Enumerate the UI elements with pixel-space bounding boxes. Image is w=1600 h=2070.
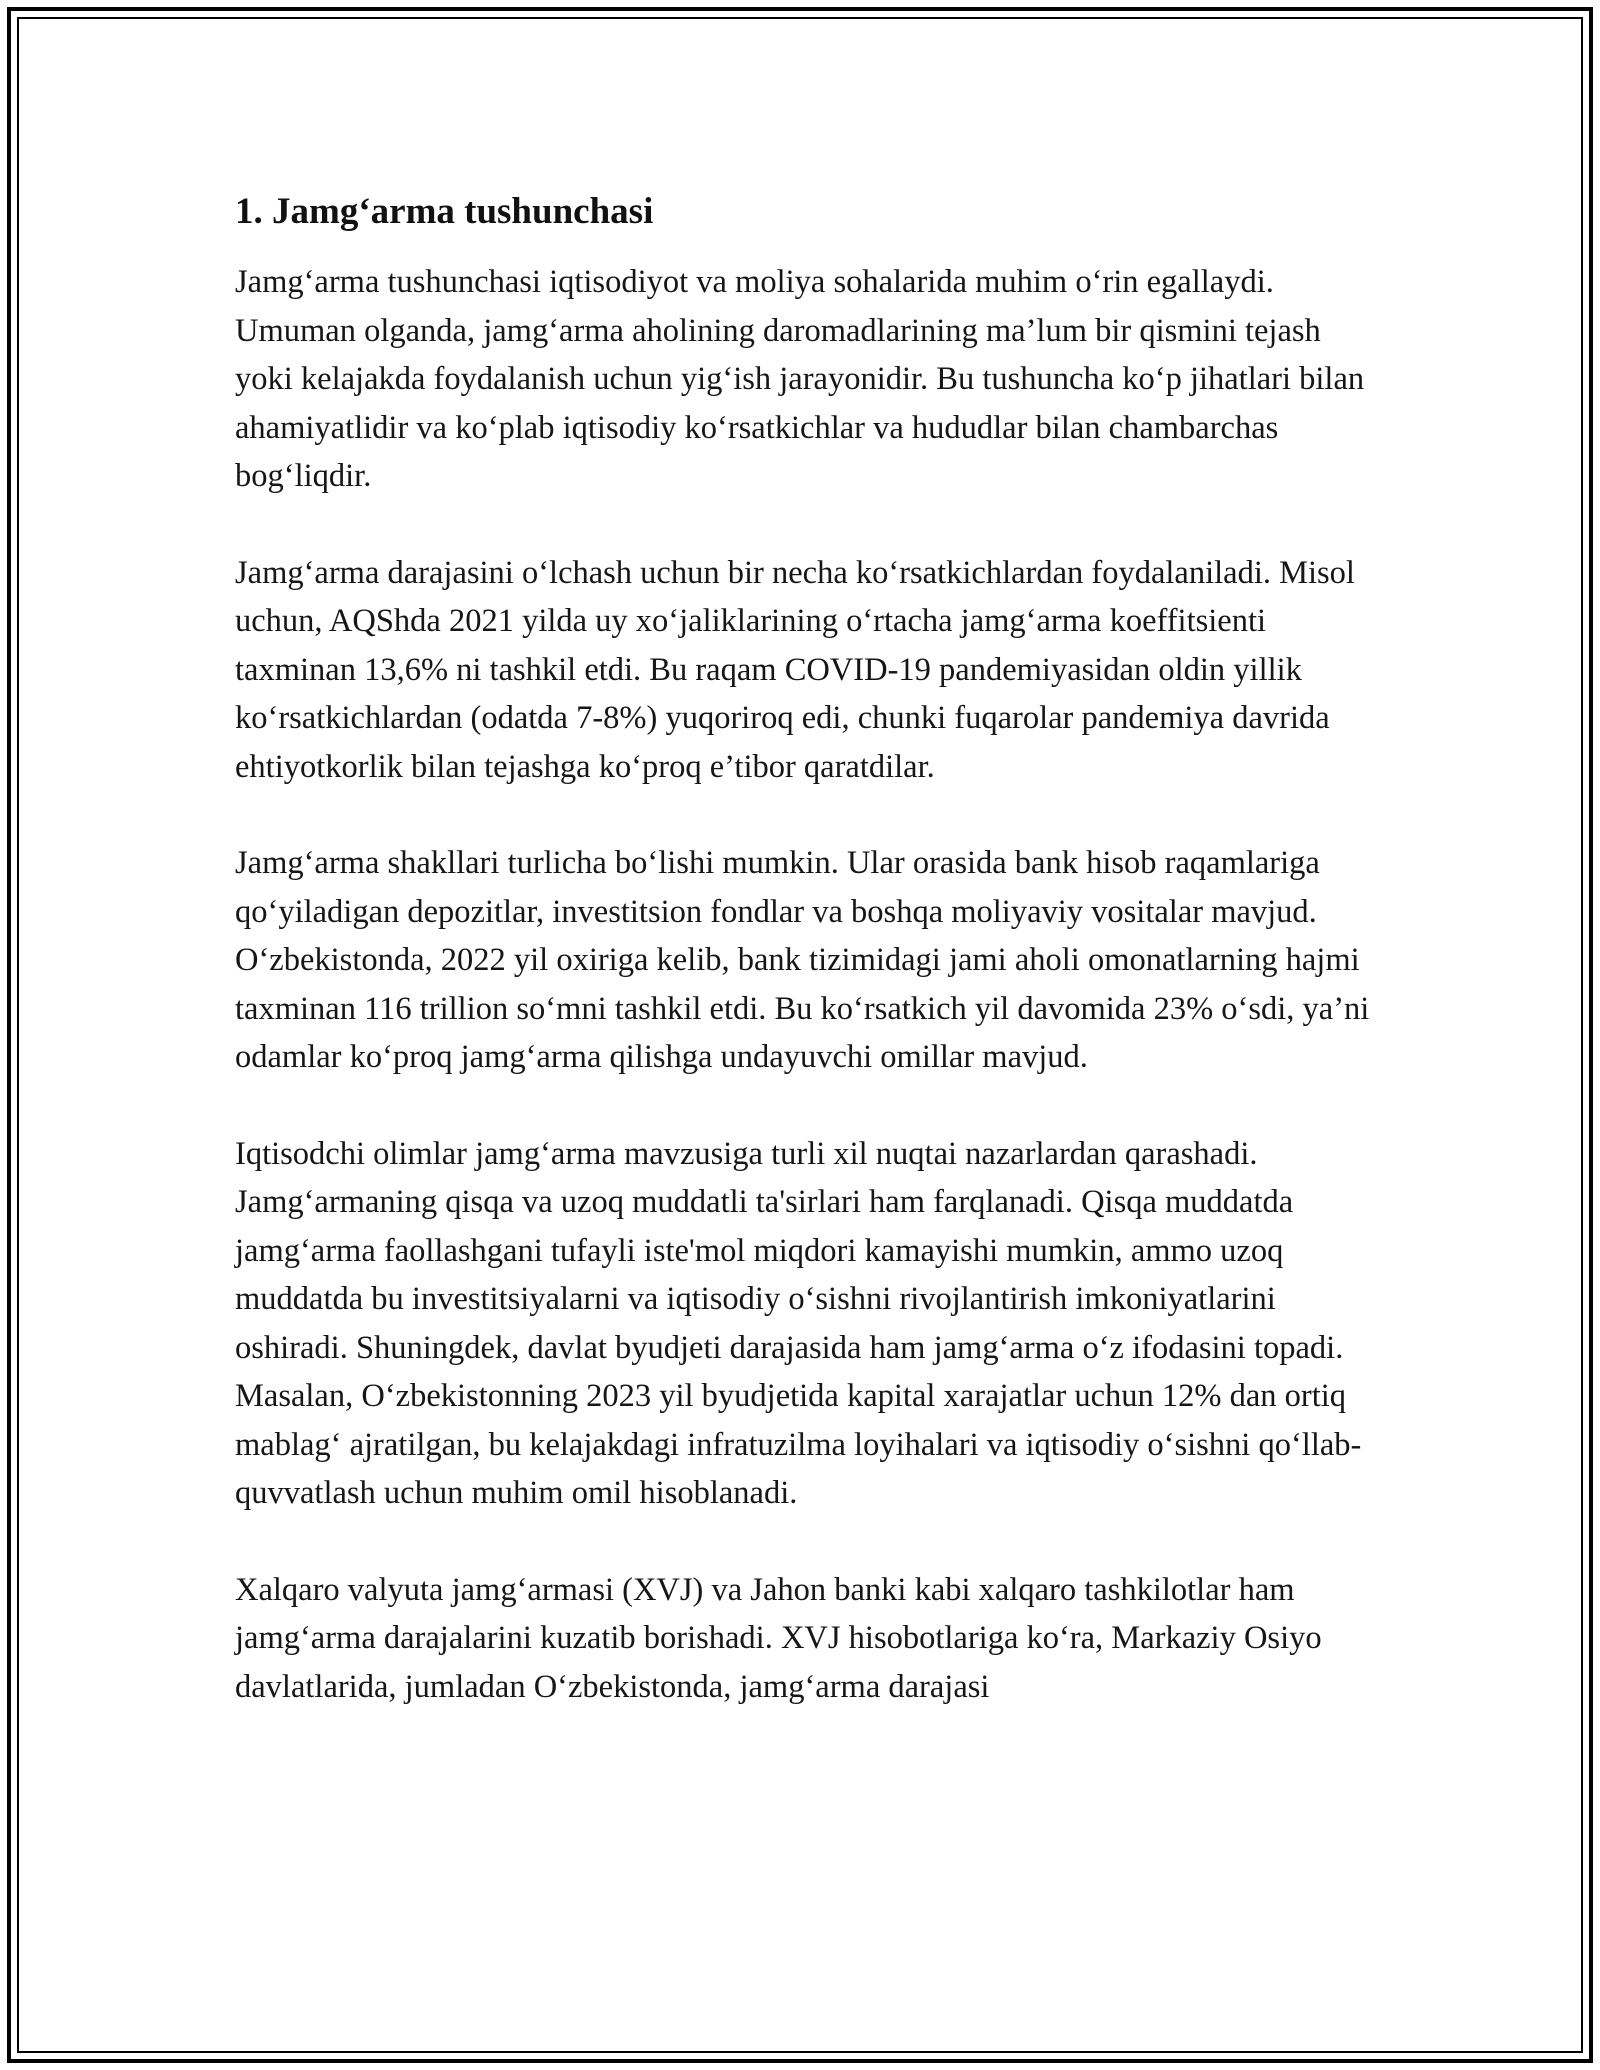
paragraph-3: Jamg‘arma shakllari turlicha bo‘lishi mumkin. Ular orasida bank hisob raqamlariga qo‘yiladigan depozitlar, investitsion fondlar va boshqa moliyaviy vositalar mavjud. O‘zbekistonda, 2022 yil oxiriga kelib, bank tizimidagi jami aholi omonatlarning hajmi taxminan 116 trillion so‘mni tashkil etdi. Bu ko‘rsatkich yil davomida 23% o‘sdi, ya’ni odamlar ko‘proq jamg‘arma qilishga undayuvchi omillar mavjud.	[235, 845, 1370, 1075]
paragraph-5: Xalqaro valyuta jamg‘armasi (XVJ) va Jahon banki kabi xalqaro tashkilotlar ham jamg‘arma darajalarini kuzatib borishadi. XVJ hisobotlariga ko‘ra, Markaziy Osiyo davlatlarida, jumladan O‘zbekistonda, jamg‘arma darajasi	[235, 1571, 1322, 1705]
paragraph-2: Jamg‘arma darajasini o‘lchash uchun bir necha ko‘rsatkichlardan foydalaniladi. Misol uchun, AQShda 2021 yilda uy xo‘jaliklarining o‘rtacha jamg‘arma koeffitsienti taxminan 13,6% ni tashkil etdi. Bu raqam COVID-19 pandemiyasidan oldin yillik ko‘rsatkichlardan (odatda 7-8%) yuqoriroq edi, chunki fuqarolar pandemiya davrida ehtiyotkorlik bilan tejashga ko‘proq e’tibor qaratdilar.	[235, 554, 1355, 785]
section-heading: 1. Jamg‘arma tushunchasi	[235, 191, 654, 232]
paragraph-4: Iqtisodchi olimlar jamg‘arma mavzusiga turli xil nuqtai nazarlardan qarashadi. Jamg‘armaning qisqa va uzoq muddatli ta'sirlari ham farqlanadi. Qisqa muddatda jamg‘arma faollashgani tufayli iste'mol miqdori kamayishi mumkin, ammo uzoq muddatda bu investitsiyalarni va iqtisodiy o‘sishni rivojlantirish imkoniyatlarini oshiradi. Shuningdek, davlat byudjeti darajasida ham jamg‘arma o‘z ifodasini topadi. Masalan, O‘zbekistonning 2023 yil byudjetida kapital xarajatlar uchun 12% dan ortiq mablag‘ ajratilgan, bu kelajakdagi infratuzilma loyihalari va iqtisodiy o‘sishni qo‘llab-quvvatlash uchun muhim omil hisoblanadi.	[235, 1135, 1362, 1511]
document-body	[235, 188, 1370, 1759]
paragraph-1: Jamg‘arma tushunchasi iqtisodiyot va moliya sohalarida muhim o‘rin egallaydi. Umuman olganda, jamg‘arma aholining daromadlarining ma’lum bir qismini tejash yoki kelajakda foydalanish uchun yig‘ish jarayonidir. Bu tushuncha ko‘p jihatlari bilan ahamiyatlidir va ko‘plab iqtisodiy ko‘rsatkichlar va hududlar bilan chambarchas bog‘liqdir.	[235, 264, 1365, 494]
